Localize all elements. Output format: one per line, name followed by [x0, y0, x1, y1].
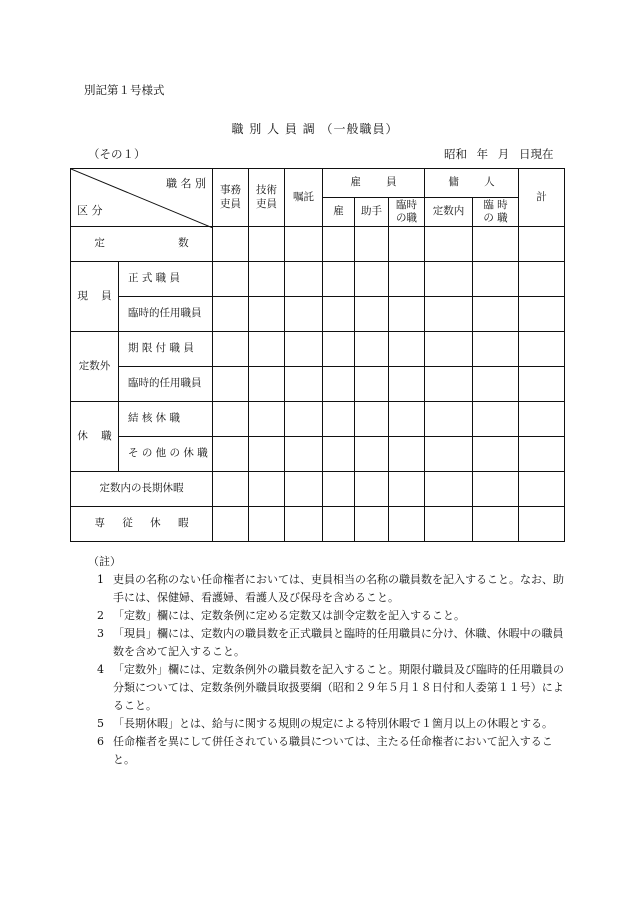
col-header-gijutsu: 技術 吏員 [249, 169, 285, 227]
col-header-jimu: 事務 吏員 [213, 169, 249, 227]
sub-number: （その１） [88, 147, 146, 161]
table-row [71, 402, 565, 437]
col-header-joshu: 助手 [355, 198, 389, 227]
notes-heading: （註） [88, 555, 121, 568]
col-header-yoin: 雇 員 [323, 169, 425, 198]
table-row [71, 297, 565, 332]
col-header-yoin-rinji: 臨時 の職 [389, 198, 425, 227]
corner-top-label: 職 名 別 [166, 177, 206, 190]
row-group-kyushoku: 休 職 [71, 402, 119, 472]
col-header-yonin: 傭 人 [425, 169, 519, 198]
row-label-genin-rinji: 臨時的任用職員 [119, 297, 213, 332]
row-label-kekkaku: 結 核 休 職 [119, 402, 213, 437]
as-of-date: 昭和 年 月 日現在 [444, 147, 554, 161]
note-item: 3 「現員」欄には、定数内の職員数を正式職員と臨時的任用職員に分け、休職、休暇中の職員数を含めて記入すること。 [97, 627, 564, 658]
corner-header-cell [71, 169, 213, 227]
table-row [71, 472, 565, 507]
table-row [71, 437, 565, 472]
table-row [71, 367, 565, 402]
corner-bottom-label: 区 分 [77, 204, 103, 218]
col-header-shokutaku: 嘱託 [285, 169, 323, 227]
row-label-teisuu: 定 数 [71, 227, 213, 262]
note-item: 6 任命権者を異にして併任されている職員については、主たる任命権者において記入すること。 [97, 735, 553, 766]
table-row [71, 262, 565, 297]
col-header-total: 計 [519, 169, 565, 227]
row-label-senju: 専 従 休 暇 [71, 507, 213, 542]
table-row [71, 227, 565, 262]
col-header-yonin-rinji: 臨 時 の 職 [473, 198, 519, 227]
row-group-teisuugai: 定数外 [71, 332, 119, 402]
table-row [71, 332, 565, 367]
row-label-teisuugai-rinji: 臨時的任用職員 [119, 367, 213, 402]
notes-section [88, 553, 568, 769]
form-number: 別記第１号様式 [84, 83, 165, 97]
page-title: 職 別 人 員 調 （一般職員） [231, 122, 399, 136]
row-group-genin: 現 員 [71, 262, 119, 332]
table-row [71, 507, 565, 542]
row-label-kigentsuki: 期 限 付 職 員 [119, 332, 213, 367]
staff-table [70, 168, 565, 542]
row-label-chouki: 定数内の長期休暇 [71, 472, 213, 507]
note-item: 4 「定数外」欄には、定数条例外の職員数を記入すること。期限付職員及び臨時的任用職員の分類については、定数条例外職員取扱要綱（昭和２９年５月１８日付和人委第１１号）によること。 [97, 663, 564, 712]
row-label-genin-seishiki: 正 式 職 員 [119, 262, 213, 297]
col-header-yatoi: 雇 [323, 198, 355, 227]
note-item: 2 「定数」欄には、定数条例に定める定数又は訓令定数を記入すること。 [97, 609, 465, 622]
col-header-teisuunai: 定数内 [425, 198, 473, 227]
note-item: 1 吏員の名称のない任命権者においては、吏員相当の名称の職員数を記入すること。なお、助手には、保健婦、看護婦、看護人及び保母を含めること。 [97, 573, 564, 604]
row-label-sonota: そ の 他 の 休 職 [119, 437, 213, 472]
note-item: 5 「長期休暇」とは、給与に関する規則の規定による特別休暇で１箇月以上の休暇とする。 [97, 717, 553, 730]
